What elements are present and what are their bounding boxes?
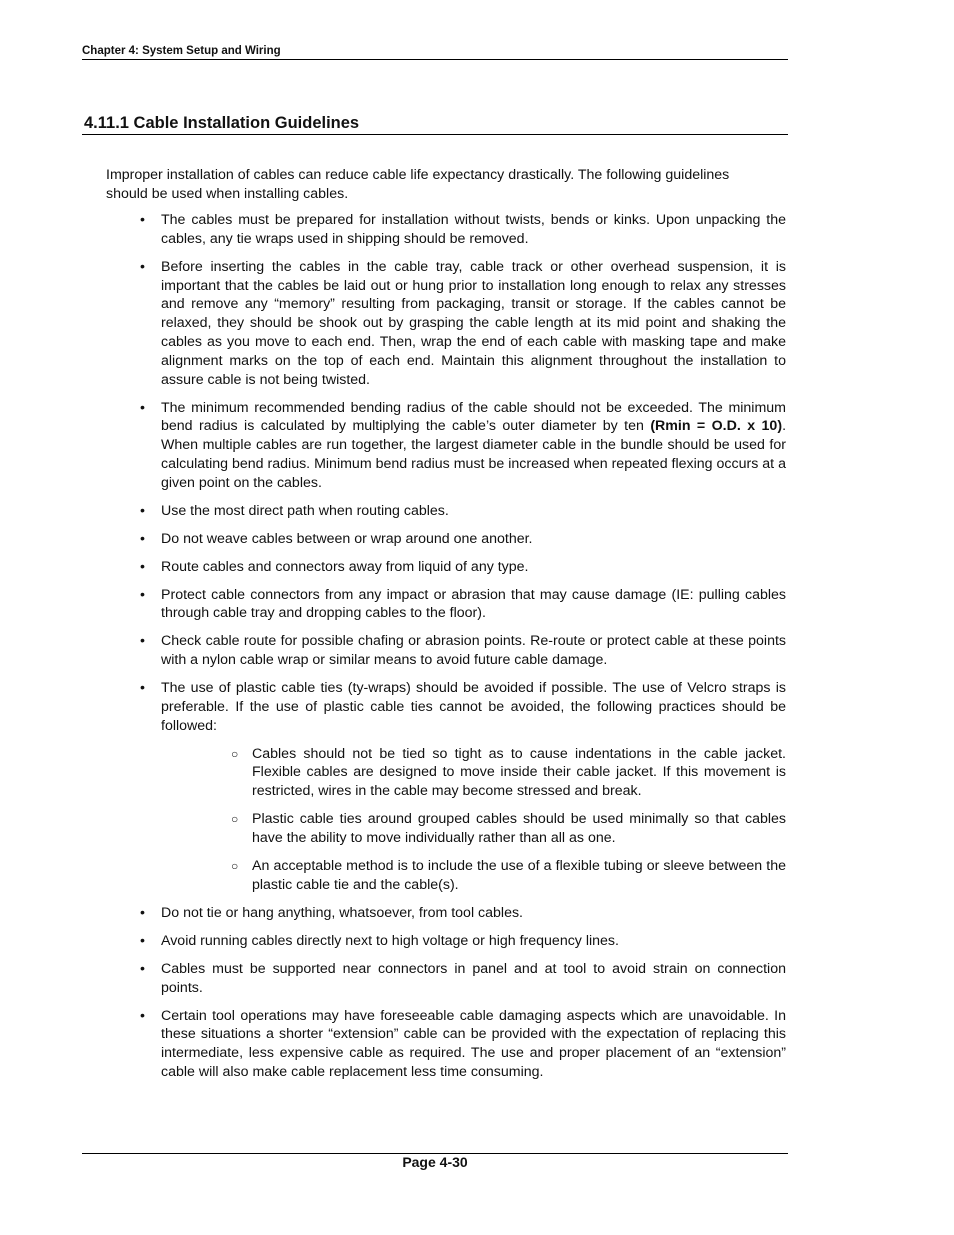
circle-bullet-icon: ○ — [231, 858, 239, 873]
list-item: • Check cable route for possible chafing or abrasion points. Re-route or protect cable at these points with a nylon cable wrap or similar means to avoid future cable damage. — [140, 633, 786, 669]
list-item: • Protect cable connectors from any impact or abrasion that may cause damage (IE: pulling cables through cable tray and dropping cables to the floor). — [140, 586, 786, 622]
guideline-list — [136, 211, 786, 1091]
page-number: Page 4-30 — [402, 1154, 468, 1170]
running-header: Chapter 4: System Setup and Wiring — [82, 45, 281, 57]
header-rule — [82, 59, 788, 60]
list-item: • Certain tool operations may have foreseeable cable damaging aspects which are unavoidable. In these situations a shorter “extension” cable can be provided with the expectation of replacing this intermediate, less expensive cable as required. The use and proper placement of an “extension” cable will also make cable replacement less time consuming. — [140, 1007, 786, 1080]
bullet-icon: • — [140, 633, 145, 650]
list-item: • Before inserting the cables in the cable tray, cable track or other overhead suspension, it is important that the cables be laid out or hung prior to installation long enough to relax any stresses and remove any “memory” resulting from packaging, transit or storage. If the cables cannot be relaxed, they should be shook out by grasping the cable length at its mid point and shaking the cables as you move to each end. Then, wrap the end of each cable with masking tape and make alignment marks on the top of each end. Maintain this alignment throughout the installation to assure cable is not being twisted. — [140, 258, 786, 388]
list-item: • Do not weave cables between or wrap around one another. — [140, 530, 533, 547]
bullet-icon: • — [140, 530, 145, 547]
sub-list-item: ○ An acceptable method is to include the use of a flexible tubing or sleeve between the plastic cable tie and the cable(s). — [231, 857, 786, 893]
bullet-icon: • — [140, 1007, 145, 1024]
bullet-icon: • — [140, 258, 145, 275]
bullet-icon: • — [140, 960, 145, 977]
sub-list — [161, 745, 786, 895]
intro-paragraph: Improper installation of cables can reduce cable life expectancy drastically. The following guidelines should be used when installing cables. — [106, 167, 730, 202]
list-item: • Route cables and connectors away from liquid of any type. — [140, 558, 529, 575]
formula: (Rmin = O.D. x 10) — [650, 418, 783, 435]
sub-list-item: ○ Cables should not be tied so tight as to cause indentations in the cable jacket. Flexible cables are designed to move inside their cable jacket. If this movement is restricted, wires in the cable may become stressed and break. — [231, 745, 786, 800]
title-rule — [82, 134, 788, 135]
bullet-icon: • — [140, 502, 145, 519]
list-item: • Do not tie or hang anything, whatsoever, from tool cables. — [140, 904, 523, 921]
list-item: • Avoid running cables directly next to high voltage or high frequency lines. — [140, 932, 619, 949]
bullet-icon: • — [140, 932, 145, 949]
bullet-icon: • — [140, 399, 145, 416]
bullet-icon: • — [140, 558, 145, 575]
bullet-icon: • — [140, 680, 145, 697]
section-title: 4.11.1 Cable Installation Guidelines — [84, 114, 360, 132]
bullet-icon: • — [140, 212, 145, 228]
list-item: • Use the most direct path when routing cables. — [140, 502, 449, 519]
circle-bullet-icon: ○ — [231, 812, 239, 827]
sub-list-item: ○ Plastic cable ties around grouped cables should be used minimally so that cables have the ability to move individually rather than all as one. — [231, 811, 786, 846]
list-item: • The cables must be prepared for installation without twists, bends or kinks. Upon unpacking the cables, any tie wraps used in shipping should be removed. — [140, 212, 786, 247]
bullet-icon: • — [140, 904, 145, 921]
list-item: • The minimum recommended bending radius of the cable should not be exceeded. The minimum bend radius is calculated by multiplying the cable’s outer diameter by ten (Rmin = O.D. x 10). When multiple cables are run together, the largest diameter cable in the bundle should be used for calculating bend radius. Minimum bend radius must be increased when repeated flexing occurs at a given point on the cables. — [140, 399, 787, 491]
circle-bullet-icon: ○ — [231, 746, 239, 761]
list-item: • The use of plastic cable ties (ty-wraps) should be avoided if possible. The use of Velcro straps is preferable. If the use of plastic cable ties cannot be avoided, the following practices should be followed: ○ Cables should not be tied so tight as to cause indentations in the cable jacket. Flexible cables are designed to move inside their cable jacket. If this movement is restricted, wires in the cable may become stressed and break. ○ Plastic cable ties around grouped cables should be used minimally so that cables have the ability to move individually rather than all as one. ○ An acceptable method is to include the use of a flexible tubing or sleeve between the plastic cable tie and the cable(s). — [140, 680, 786, 893]
bullet-icon: • — [140, 586, 145, 603]
list-item: • Cables must be supported near connectors in panel and at tool to avoid strain on connection points. — [140, 960, 786, 996]
